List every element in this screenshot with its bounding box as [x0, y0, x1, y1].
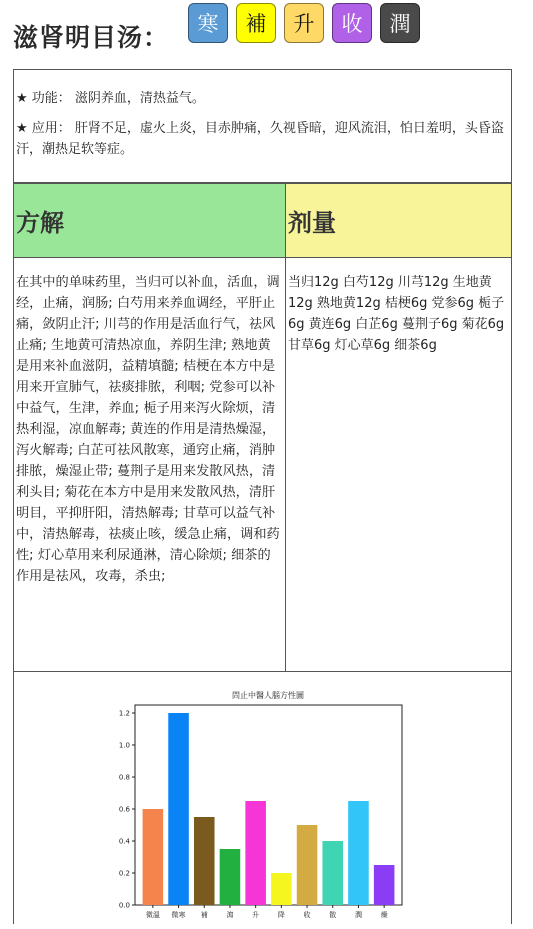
- tag-cold[interactable]: 寒: [188, 3, 228, 43]
- x-tick-label: 散: [329, 911, 337, 919]
- x-tick-label: 瀉: [226, 911, 234, 919]
- y-tick-label: 0.4: [118, 837, 130, 846]
- tag-ascend[interactable]: 升: [284, 3, 324, 43]
- bar-3: [220, 849, 241, 905]
- bar-9: [374, 865, 395, 905]
- tag-astringe[interactable]: 收: [332, 3, 372, 43]
- bar-7: [322, 841, 343, 905]
- header-explanation: 方解: [13, 183, 286, 258]
- page-title: 滋肾明目汤：: [13, 23, 170, 52]
- bar-4: [245, 801, 266, 905]
- y-tick-label: 0.0: [118, 901, 130, 910]
- bar-2: [194, 817, 215, 905]
- x-tick-label: 降: [277, 911, 285, 919]
- bar-6: [297, 825, 318, 905]
- bar-1: [168, 713, 189, 905]
- x-tick-label: 微寒: [171, 911, 186, 919]
- y-tick-label: 0.2: [118, 869, 130, 878]
- x-tick-label: 微溫: [145, 911, 160, 919]
- x-tick-label: 補: [200, 911, 208, 919]
- bar-8: [348, 801, 369, 905]
- property-chart: [14, 672, 511, 925]
- y-tick-label: 0.8: [118, 773, 130, 782]
- x-tick-label: 收: [303, 911, 311, 919]
- x-tick-label: 潤: [354, 911, 362, 919]
- x-tick-label: 燥: [380, 911, 388, 919]
- bar-0: [143, 809, 164, 905]
- dosage-cell: 当归12g 白芍12g 川芎12g 生地黄12g 熟地黄12g 桔梗6g 党参6g 栀子6g 黄连6g 白芷6g 蔓荆子6g 菊花6g 甘草6g 灯心草6g 细茶6g: [285, 257, 512, 672]
- tag-moisten[interactable]: 潤: [380, 3, 420, 43]
- bar-5: [271, 873, 292, 905]
- property-tags: [188, 3, 420, 43]
- x-tick-label: 升: [252, 911, 260, 919]
- y-tick-label: 0.6: [118, 805, 130, 814]
- explanation-cell: 在其中的单味药里，当归可以补血，活血，调经，止痛，润肠; 白芍用来养血调经，平肝止痛，敛阴止汗; 川芎的作用是活血行气，祛风止痛; 生地黄可清热凉血，养阴生津; 熟地黄是用来补血滋阴，益精填髓; 桔梗在本方中是用来开宣肺气，祛痰排脓，利咽; 党参可以补中益气，生津，养血; 栀子用来泻火除烦，清热利湿，凉血解毒; 黄连的作用是清热燥湿，泻火解毒; 白芷可祛风散寒，通窍止痛，消肿排脓，燥湿止带; 蔓荆子是用来发散风热，清利头目; 菊花在本方中是用来发散风热，清肝明目，平抑肝阳，清热解毒; 甘草可以益气补中，清热解毒，祛痰止咳，缓急止痛，调和药性; 灯心草用来利尿通淋，清心除烦; 细茶的作用是祛风，攻毒，杀虫;: [13, 257, 286, 672]
- chart-title: 問止中醫人腦方性圖: [232, 691, 304, 700]
- intro-box: [13, 69, 512, 183]
- y-tick-label: 1.0: [118, 741, 130, 750]
- header-dosage: 剂量: [285, 183, 512, 258]
- function-text: ★ 功能： 滋阴养血，清热益气。: [16, 91, 205, 106]
- tag-tonify[interactable]: 補: [236, 3, 276, 43]
- chart-box: [13, 671, 512, 924]
- y-tick-label: 1.2: [118, 709, 130, 718]
- usage-text: ★ 应用： 肝肾不足，虚火上炎，目赤肿痛，久视昏暗，迎风流泪，怕日羞明，头昏盗汗，潮热足软等症。: [16, 121, 504, 157]
